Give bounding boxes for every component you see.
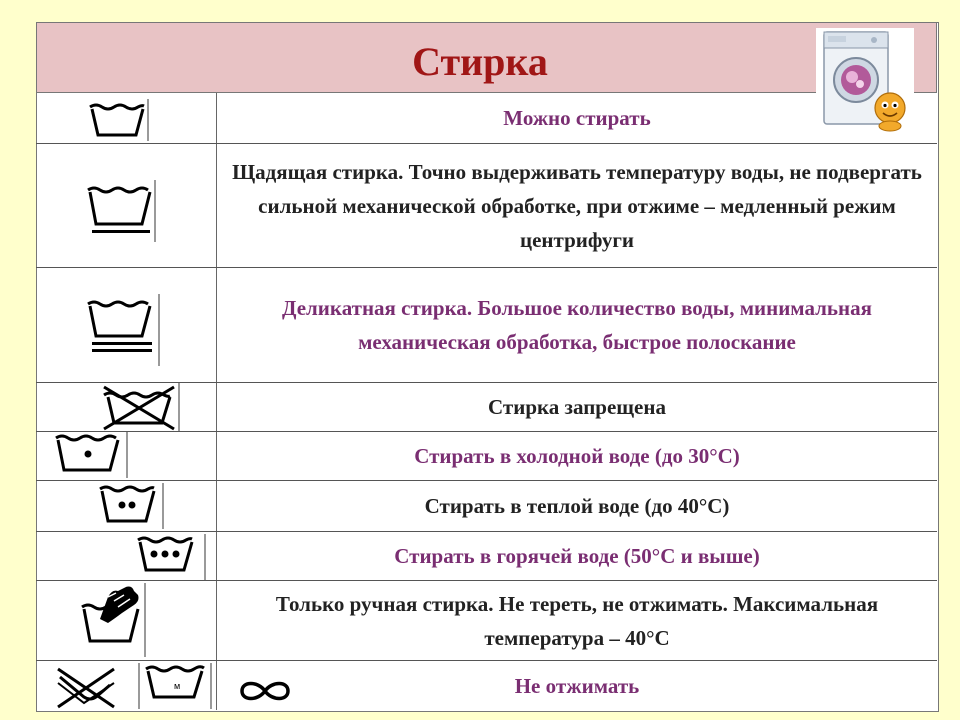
row-text: Можно стирать [503,106,651,130]
table-row [36,93,937,144]
row-text: Стирка запрещена [488,395,666,419]
row-text: Стирать в холодной воде (до 30°С) [414,444,740,468]
no-wring-crossed-icon [54,663,154,709]
washtub-two-dots-icon [96,483,172,529]
washtub-crossed-icon [100,383,186,431]
row-text: Стирать в теплой воде (до 40°С) [424,494,730,518]
row-text: Щадящая стирка. Точно выдерживать температуру воды, не подвергать сильной механической обработке, при отжиме – медленный режим центрифуги [232,159,922,252]
row-text: Стирать в горячей воде (50°С и выше) [394,544,760,568]
washtub-one-dot-icon [50,432,132,478]
hand-wash-icon [78,583,158,657]
table-row [36,383,937,432]
row-text: Не отжимать [514,673,640,698]
washtub-icon [86,97,156,141]
row-text: Только ручная стирка. Не тереть, не отжимать. Максимальная температура – 40°С [275,591,879,650]
table-row [36,432,937,481]
page-title: Стирка [412,39,548,84]
table-row [36,481,937,532]
table-row [36,581,937,661]
washtub-one-bar-icon [84,180,160,242]
table-row [36,144,937,268]
smiley-icon [866,90,914,132]
washtub-mild-label: м [174,681,181,691]
table-row [36,661,937,710]
washtub-two-bars-icon [84,294,164,366]
washtub-three-dots-icon [134,534,214,580]
table-row [36,268,937,383]
row-text: Деликатная стирка. Большое количество воды, минимальная механическая обработка, быстрое полоскание [282,296,872,354]
table-row [36,532,937,581]
